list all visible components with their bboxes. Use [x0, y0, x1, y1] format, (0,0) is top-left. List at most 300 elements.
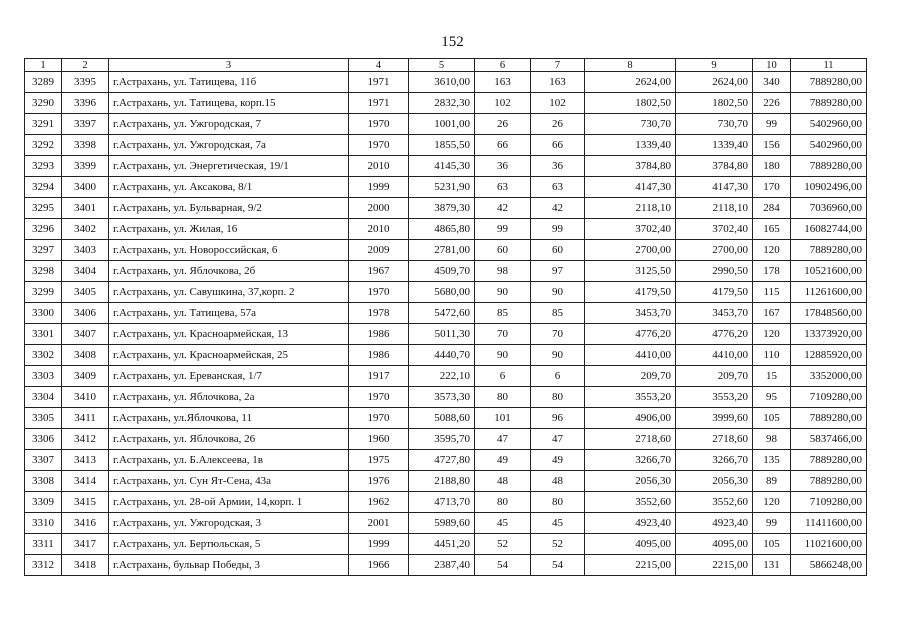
record-number-cell: 3401 — [62, 198, 109, 219]
col11-amount-cell: 10902496,00 — [791, 177, 867, 198]
row-index-cell: 3302 — [25, 345, 62, 366]
col6-value-cell: 60 — [475, 240, 531, 261]
col7-value-cell: 70 — [531, 324, 585, 345]
row-index-cell: 3298 — [25, 261, 62, 282]
address-cell: г.Астрахань, ул. Сун Ят-Сена, 43а — [109, 471, 349, 492]
col7-value-cell: 47 — [531, 429, 585, 450]
col10-value-cell: 226 — [753, 93, 791, 114]
col7-value-cell: 85 — [531, 303, 585, 324]
total-area-cell: 1001,00 — [409, 114, 475, 135]
build-year-cell: 1971 — [349, 72, 409, 93]
total-area-cell: 3573,30 — [409, 387, 475, 408]
col11-amount-cell: 7889280,00 — [791, 471, 867, 492]
col11-amount-cell: 7889280,00 — [791, 408, 867, 429]
col6-value-cell: 90 — [475, 345, 531, 366]
record-number-cell: 3413 — [62, 450, 109, 471]
col6-value-cell: 85 — [475, 303, 531, 324]
table-body — [25, 72, 867, 576]
col8-area-cell: 2624,00 — [585, 72, 676, 93]
col7-value-cell: 45 — [531, 513, 585, 534]
record-number-cell: 3400 — [62, 177, 109, 198]
col8-area-cell: 3453,70 — [585, 303, 676, 324]
row-index-cell: 3305 — [25, 408, 62, 429]
col9-area-cell: 4776,20 — [676, 324, 753, 345]
row-index-cell: 3291 — [25, 114, 62, 135]
table-row — [25, 471, 867, 492]
table-row — [25, 135, 867, 156]
col10-value-cell: 120 — [753, 324, 791, 345]
col10-value-cell: 115 — [753, 282, 791, 303]
col10-value-cell: 120 — [753, 240, 791, 261]
record-number-cell: 3414 — [62, 471, 109, 492]
column-header-10: 10 — [753, 59, 791, 72]
col7-value-cell: 49 — [531, 450, 585, 471]
col10-value-cell: 135 — [753, 450, 791, 471]
col6-value-cell: 36 — [475, 156, 531, 177]
table-row — [25, 534, 867, 555]
table-row — [25, 387, 867, 408]
total-area-cell: 3879,30 — [409, 198, 475, 219]
address-cell: г.Астрахань, ул. Бульварная, 9/2 — [109, 198, 349, 219]
col9-area-cell: 3453,70 — [676, 303, 753, 324]
record-number-cell: 3395 — [62, 72, 109, 93]
col6-value-cell: 99 — [475, 219, 531, 240]
col8-area-cell: 4410,00 — [585, 345, 676, 366]
col11-amount-cell: 12885920,00 — [791, 345, 867, 366]
address-cell: г.Астрахань, ул. Б.Алексеева, 1в — [109, 450, 349, 471]
col9-area-cell: 4410,00 — [676, 345, 753, 366]
col6-value-cell: 49 — [475, 450, 531, 471]
total-area-cell: 4440,70 — [409, 345, 475, 366]
col7-value-cell: 52 — [531, 534, 585, 555]
row-index-cell: 3296 — [25, 219, 62, 240]
record-number-cell: 3418 — [62, 555, 109, 576]
col6-value-cell: 163 — [475, 72, 531, 93]
col9-area-cell: 3553,20 — [676, 387, 753, 408]
total-area-cell: 5088,60 — [409, 408, 475, 429]
total-area-cell: 4865,80 — [409, 219, 475, 240]
row-index-cell: 3310 — [25, 513, 62, 534]
row-index-cell: 3303 — [25, 366, 62, 387]
col8-area-cell: 3784,80 — [585, 156, 676, 177]
col6-value-cell: 6 — [475, 366, 531, 387]
col10-value-cell: 180 — [753, 156, 791, 177]
build-year-cell: 1970 — [349, 135, 409, 156]
total-area-cell: 3610,00 — [409, 72, 475, 93]
build-year-cell: 1960 — [349, 429, 409, 450]
col11-amount-cell: 7109280,00 — [791, 387, 867, 408]
table-row — [25, 450, 867, 471]
record-number-cell: 3415 — [62, 492, 109, 513]
col6-value-cell: 90 — [475, 282, 531, 303]
table-row — [25, 261, 867, 282]
row-index-cell: 3292 — [25, 135, 62, 156]
col8-area-cell: 3125,50 — [585, 261, 676, 282]
table-row — [25, 177, 867, 198]
col8-area-cell: 4923,40 — [585, 513, 676, 534]
col8-area-cell: 3266,70 — [585, 450, 676, 471]
col10-value-cell: 105 — [753, 408, 791, 429]
address-cell: г.Астрахань, ул. Ужгородская, 7 — [109, 114, 349, 135]
col11-amount-cell: 16082744,00 — [791, 219, 867, 240]
col9-area-cell: 2215,00 — [676, 555, 753, 576]
build-year-cell: 1999 — [349, 177, 409, 198]
build-year-cell: 1978 — [349, 303, 409, 324]
col9-area-cell: 4179,50 — [676, 282, 753, 303]
address-cell: г.Астрахань, ул. Татищева, 11б — [109, 72, 349, 93]
table-row — [25, 408, 867, 429]
col7-value-cell: 6 — [531, 366, 585, 387]
col6-value-cell: 101 — [475, 408, 531, 429]
total-area-cell: 3595,70 — [409, 429, 475, 450]
col10-value-cell: 99 — [753, 513, 791, 534]
col7-value-cell: 63 — [531, 177, 585, 198]
column-header-5: 5 — [409, 59, 475, 72]
col9-area-cell: 4095,00 — [676, 534, 753, 555]
record-number-cell: 3406 — [62, 303, 109, 324]
address-cell: г.Астрахань, ул. Аксакова, 8/1 — [109, 177, 349, 198]
address-cell: г.Астрахань, ул. Красноармейская, 25 — [109, 345, 349, 366]
row-index-cell: 3300 — [25, 303, 62, 324]
col11-amount-cell: 5837466,00 — [791, 429, 867, 450]
column-header-11: 11 — [791, 59, 867, 72]
address-cell: г.Астрахань, ул.Яблочкова, 11 — [109, 408, 349, 429]
col6-value-cell: 80 — [475, 387, 531, 408]
col11-amount-cell: 7889280,00 — [791, 240, 867, 261]
col9-area-cell: 4147,30 — [676, 177, 753, 198]
total-area-cell: 5472,60 — [409, 303, 475, 324]
table-row — [25, 240, 867, 261]
build-year-cell: 1986 — [349, 345, 409, 366]
col9-area-cell: 3702,40 — [676, 219, 753, 240]
col7-value-cell: 66 — [531, 135, 585, 156]
col9-area-cell: 3999,60 — [676, 408, 753, 429]
col11-amount-cell: 11021600,00 — [791, 534, 867, 555]
column-header-1: 1 — [25, 59, 62, 72]
address-cell: г.Астрахань, ул. Бертюльская, 5 — [109, 534, 349, 555]
col8-area-cell: 3702,40 — [585, 219, 676, 240]
col11-amount-cell: 17848560,00 — [791, 303, 867, 324]
record-number-cell: 3398 — [62, 135, 109, 156]
col6-value-cell: 63 — [475, 177, 531, 198]
build-year-cell: 1999 — [349, 534, 409, 555]
col6-value-cell: 42 — [475, 198, 531, 219]
total-area-cell: 2387,40 — [409, 555, 475, 576]
record-number-cell: 3410 — [62, 387, 109, 408]
col10-value-cell: 165 — [753, 219, 791, 240]
col8-area-cell: 4095,00 — [585, 534, 676, 555]
col6-value-cell: 45 — [475, 513, 531, 534]
build-year-cell: 1962 — [349, 492, 409, 513]
col11-amount-cell: 7036960,00 — [791, 198, 867, 219]
table-row — [25, 198, 867, 219]
col6-value-cell: 47 — [475, 429, 531, 450]
row-index-cell: 3307 — [25, 450, 62, 471]
col10-value-cell: 120 — [753, 492, 791, 513]
row-index-cell: 3290 — [25, 93, 62, 114]
col10-value-cell: 95 — [753, 387, 791, 408]
table-row — [25, 303, 867, 324]
col7-value-cell: 102 — [531, 93, 585, 114]
total-area-cell: 4509,70 — [409, 261, 475, 282]
record-number-cell: 3404 — [62, 261, 109, 282]
address-cell: г.Астрахань, ул. Савушкина, 37,корп. 2 — [109, 282, 349, 303]
address-cell: г.Астрахань, ул. Татищева, корп.15 — [109, 93, 349, 114]
row-index-cell: 3308 — [25, 471, 62, 492]
address-cell: г.Астрахань, ул. Яблочкова, 26 — [109, 429, 349, 450]
col9-area-cell: 1802,50 — [676, 93, 753, 114]
row-index-cell: 3301 — [25, 324, 62, 345]
table-row — [25, 282, 867, 303]
col11-amount-cell: 5402960,00 — [791, 135, 867, 156]
col10-value-cell: 167 — [753, 303, 791, 324]
column-header-8: 8 — [585, 59, 676, 72]
col7-value-cell: 90 — [531, 345, 585, 366]
table-row — [25, 324, 867, 345]
column-header-4: 4 — [349, 59, 409, 72]
col11-amount-cell: 5866248,00 — [791, 555, 867, 576]
col10-value-cell: 131 — [753, 555, 791, 576]
table-row — [25, 219, 867, 240]
col7-value-cell: 97 — [531, 261, 585, 282]
row-index-cell: 3306 — [25, 429, 62, 450]
address-cell: г.Астрахань, ул. Ереванская, 1/7 — [109, 366, 349, 387]
build-year-cell: 1976 — [349, 471, 409, 492]
col9-area-cell: 2718,60 — [676, 429, 753, 450]
total-area-cell: 2781,00 — [409, 240, 475, 261]
total-area-cell: 5011,30 — [409, 324, 475, 345]
col10-value-cell: 170 — [753, 177, 791, 198]
record-number-cell: 3408 — [62, 345, 109, 366]
col8-area-cell: 730,70 — [585, 114, 676, 135]
address-cell: г.Астрахань, ул. Татищева, 57а — [109, 303, 349, 324]
total-area-cell: 5989,60 — [409, 513, 475, 534]
col11-amount-cell: 7889280,00 — [791, 450, 867, 471]
address-cell: г.Астрахань, ул. 28-ой Армии, 14,корп. 1 — [109, 492, 349, 513]
build-year-cell: 1966 — [349, 555, 409, 576]
total-area-cell: 5231,90 — [409, 177, 475, 198]
build-year-cell: 1970 — [349, 387, 409, 408]
col8-area-cell: 2056,30 — [585, 471, 676, 492]
row-index-cell: 3312 — [25, 555, 62, 576]
col6-value-cell: 48 — [475, 471, 531, 492]
col9-area-cell: 2118,10 — [676, 198, 753, 219]
record-number-cell: 3416 — [62, 513, 109, 534]
col7-value-cell: 163 — [531, 72, 585, 93]
col7-value-cell: 36 — [531, 156, 585, 177]
address-cell: г.Астрахань, ул. Яблочкова, 2б — [109, 261, 349, 282]
col7-value-cell: 80 — [531, 387, 585, 408]
col9-area-cell: 3784,80 — [676, 156, 753, 177]
address-cell: г.Астрахань, бульвар Победы, 3 — [109, 555, 349, 576]
col8-area-cell: 4147,30 — [585, 177, 676, 198]
col11-amount-cell: 5402960,00 — [791, 114, 867, 135]
address-cell: г.Астрахань, ул. Энергетическая, 19/1 — [109, 156, 349, 177]
record-number-cell: 3396 — [62, 93, 109, 114]
build-year-cell: 1917 — [349, 366, 409, 387]
col7-value-cell: 80 — [531, 492, 585, 513]
col8-area-cell: 209,70 — [585, 366, 676, 387]
table-row — [25, 429, 867, 450]
col11-amount-cell: 7889280,00 — [791, 156, 867, 177]
total-area-cell: 2188,80 — [409, 471, 475, 492]
record-number-cell: 3403 — [62, 240, 109, 261]
col6-value-cell: 26 — [475, 114, 531, 135]
row-index-cell: 3295 — [25, 198, 62, 219]
total-area-cell: 222,10 — [409, 366, 475, 387]
col11-amount-cell: 13373920,00 — [791, 324, 867, 345]
col6-value-cell: 102 — [475, 93, 531, 114]
col7-value-cell: 48 — [531, 471, 585, 492]
row-index-cell: 3299 — [25, 282, 62, 303]
address-cell: г.Астрахань, ул. Новороссийская, 6 — [109, 240, 349, 261]
col8-area-cell: 2718,60 — [585, 429, 676, 450]
address-cell: г.Астрахань, ул. Яблочкова, 2а — [109, 387, 349, 408]
col9-area-cell: 4923,40 — [676, 513, 753, 534]
build-year-cell: 2000 — [349, 198, 409, 219]
build-year-cell: 1970 — [349, 408, 409, 429]
col9-area-cell: 2700,00 — [676, 240, 753, 261]
table-row — [25, 114, 867, 135]
col10-value-cell: 105 — [753, 534, 791, 555]
build-year-cell: 2001 — [349, 513, 409, 534]
build-year-cell: 1986 — [349, 324, 409, 345]
col10-value-cell: 99 — [753, 114, 791, 135]
build-year-cell: 1975 — [349, 450, 409, 471]
address-cell: г.Астрахань, ул. Ужгородская, 3 — [109, 513, 349, 534]
col6-value-cell: 70 — [475, 324, 531, 345]
col10-value-cell: 178 — [753, 261, 791, 282]
column-header-9: 9 — [676, 59, 753, 72]
address-cell: г.Астрахань, ул. Красноармейская, 13 — [109, 324, 349, 345]
table-row — [25, 555, 867, 576]
col11-amount-cell: 11411600,00 — [791, 513, 867, 534]
record-number-cell: 3399 — [62, 156, 109, 177]
table-row — [25, 492, 867, 513]
record-number-cell: 3397 — [62, 114, 109, 135]
col8-area-cell: 3552,60 — [585, 492, 676, 513]
col8-area-cell: 2215,00 — [585, 555, 676, 576]
table-row — [25, 156, 867, 177]
col7-value-cell: 60 — [531, 240, 585, 261]
record-number-cell: 3411 — [62, 408, 109, 429]
col6-value-cell: 52 — [475, 534, 531, 555]
col11-amount-cell: 10521600,00 — [791, 261, 867, 282]
page-number: 152 — [441, 34, 464, 50]
table-row — [25, 513, 867, 534]
col10-value-cell: 340 — [753, 72, 791, 93]
column-header-2: 2 — [62, 59, 109, 72]
row-index-cell: 3297 — [25, 240, 62, 261]
record-number-cell: 3407 — [62, 324, 109, 345]
row-index-cell: 3293 — [25, 156, 62, 177]
total-area-cell: 4145,30 — [409, 156, 475, 177]
address-cell: г.Астрахань, ул. Жилая, 16 — [109, 219, 349, 240]
col8-area-cell: 4906,00 — [585, 408, 676, 429]
table-row — [25, 93, 867, 114]
housing-register-table — [24, 58, 867, 576]
record-number-cell: 3402 — [62, 219, 109, 240]
col10-value-cell: 284 — [753, 198, 791, 219]
col7-value-cell: 96 — [531, 408, 585, 429]
build-year-cell: 2009 — [349, 240, 409, 261]
total-area-cell: 4727,80 — [409, 450, 475, 471]
col10-value-cell: 98 — [753, 429, 791, 450]
col8-area-cell: 4776,20 — [585, 324, 676, 345]
record-number-cell: 3417 — [62, 534, 109, 555]
col9-area-cell: 2624,00 — [676, 72, 753, 93]
col11-amount-cell: 3352000,00 — [791, 366, 867, 387]
col10-value-cell: 156 — [753, 135, 791, 156]
col6-value-cell: 54 — [475, 555, 531, 576]
col10-value-cell: 110 — [753, 345, 791, 366]
address-cell: г.Астрахань, ул. Ужгородская, 7а — [109, 135, 349, 156]
col8-area-cell: 2118,10 — [585, 198, 676, 219]
total-area-cell: 4713,70 — [409, 492, 475, 513]
col11-amount-cell: 7109280,00 — [791, 492, 867, 513]
col7-value-cell: 26 — [531, 114, 585, 135]
col8-area-cell: 4179,50 — [585, 282, 676, 303]
col6-value-cell: 66 — [475, 135, 531, 156]
total-area-cell: 2832,30 — [409, 93, 475, 114]
row-index-cell: 3289 — [25, 72, 62, 93]
col8-area-cell: 1339,40 — [585, 135, 676, 156]
record-number-cell: 3412 — [62, 429, 109, 450]
col8-area-cell: 3553,20 — [585, 387, 676, 408]
total-area-cell: 4451,20 — [409, 534, 475, 555]
build-year-cell: 1971 — [349, 93, 409, 114]
col9-area-cell: 730,70 — [676, 114, 753, 135]
col9-area-cell: 2990,50 — [676, 261, 753, 282]
record-number-cell: 3405 — [62, 282, 109, 303]
col7-value-cell: 54 — [531, 555, 585, 576]
build-year-cell: 2010 — [349, 156, 409, 177]
col10-value-cell: 89 — [753, 471, 791, 492]
col9-area-cell: 3266,70 — [676, 450, 753, 471]
col7-value-cell: 99 — [531, 219, 585, 240]
column-header-6: 6 — [475, 59, 531, 72]
build-year-cell: 1970 — [349, 114, 409, 135]
col8-area-cell: 1802,50 — [585, 93, 676, 114]
col11-amount-cell: 7889280,00 — [791, 93, 867, 114]
total-area-cell: 5680,00 — [409, 282, 475, 303]
col6-value-cell: 80 — [475, 492, 531, 513]
col8-area-cell: 2700,00 — [585, 240, 676, 261]
build-year-cell: 1967 — [349, 261, 409, 282]
col6-value-cell: 98 — [475, 261, 531, 282]
col11-amount-cell: 11261600,00 — [791, 282, 867, 303]
total-area-cell: 1855,50 — [409, 135, 475, 156]
col7-value-cell: 42 — [531, 198, 585, 219]
col11-amount-cell: 7889280,00 — [791, 72, 867, 93]
col9-area-cell: 2056,30 — [676, 471, 753, 492]
build-year-cell: 1970 — [349, 282, 409, 303]
row-index-cell: 3311 — [25, 534, 62, 555]
col10-value-cell: 15 — [753, 366, 791, 387]
row-index-cell: 3304 — [25, 387, 62, 408]
col9-area-cell: 209,70 — [676, 366, 753, 387]
column-header-7: 7 — [531, 59, 585, 72]
record-number-cell: 3409 — [62, 366, 109, 387]
col9-area-cell: 1339,40 — [676, 135, 753, 156]
table-row — [25, 345, 867, 366]
header-row — [25, 59, 867, 72]
col9-area-cell: 3552,60 — [676, 492, 753, 513]
table-row — [25, 366, 867, 387]
table-row — [25, 72, 867, 93]
column-header-3: 3 — [109, 59, 349, 72]
row-index-cell: 3309 — [25, 492, 62, 513]
